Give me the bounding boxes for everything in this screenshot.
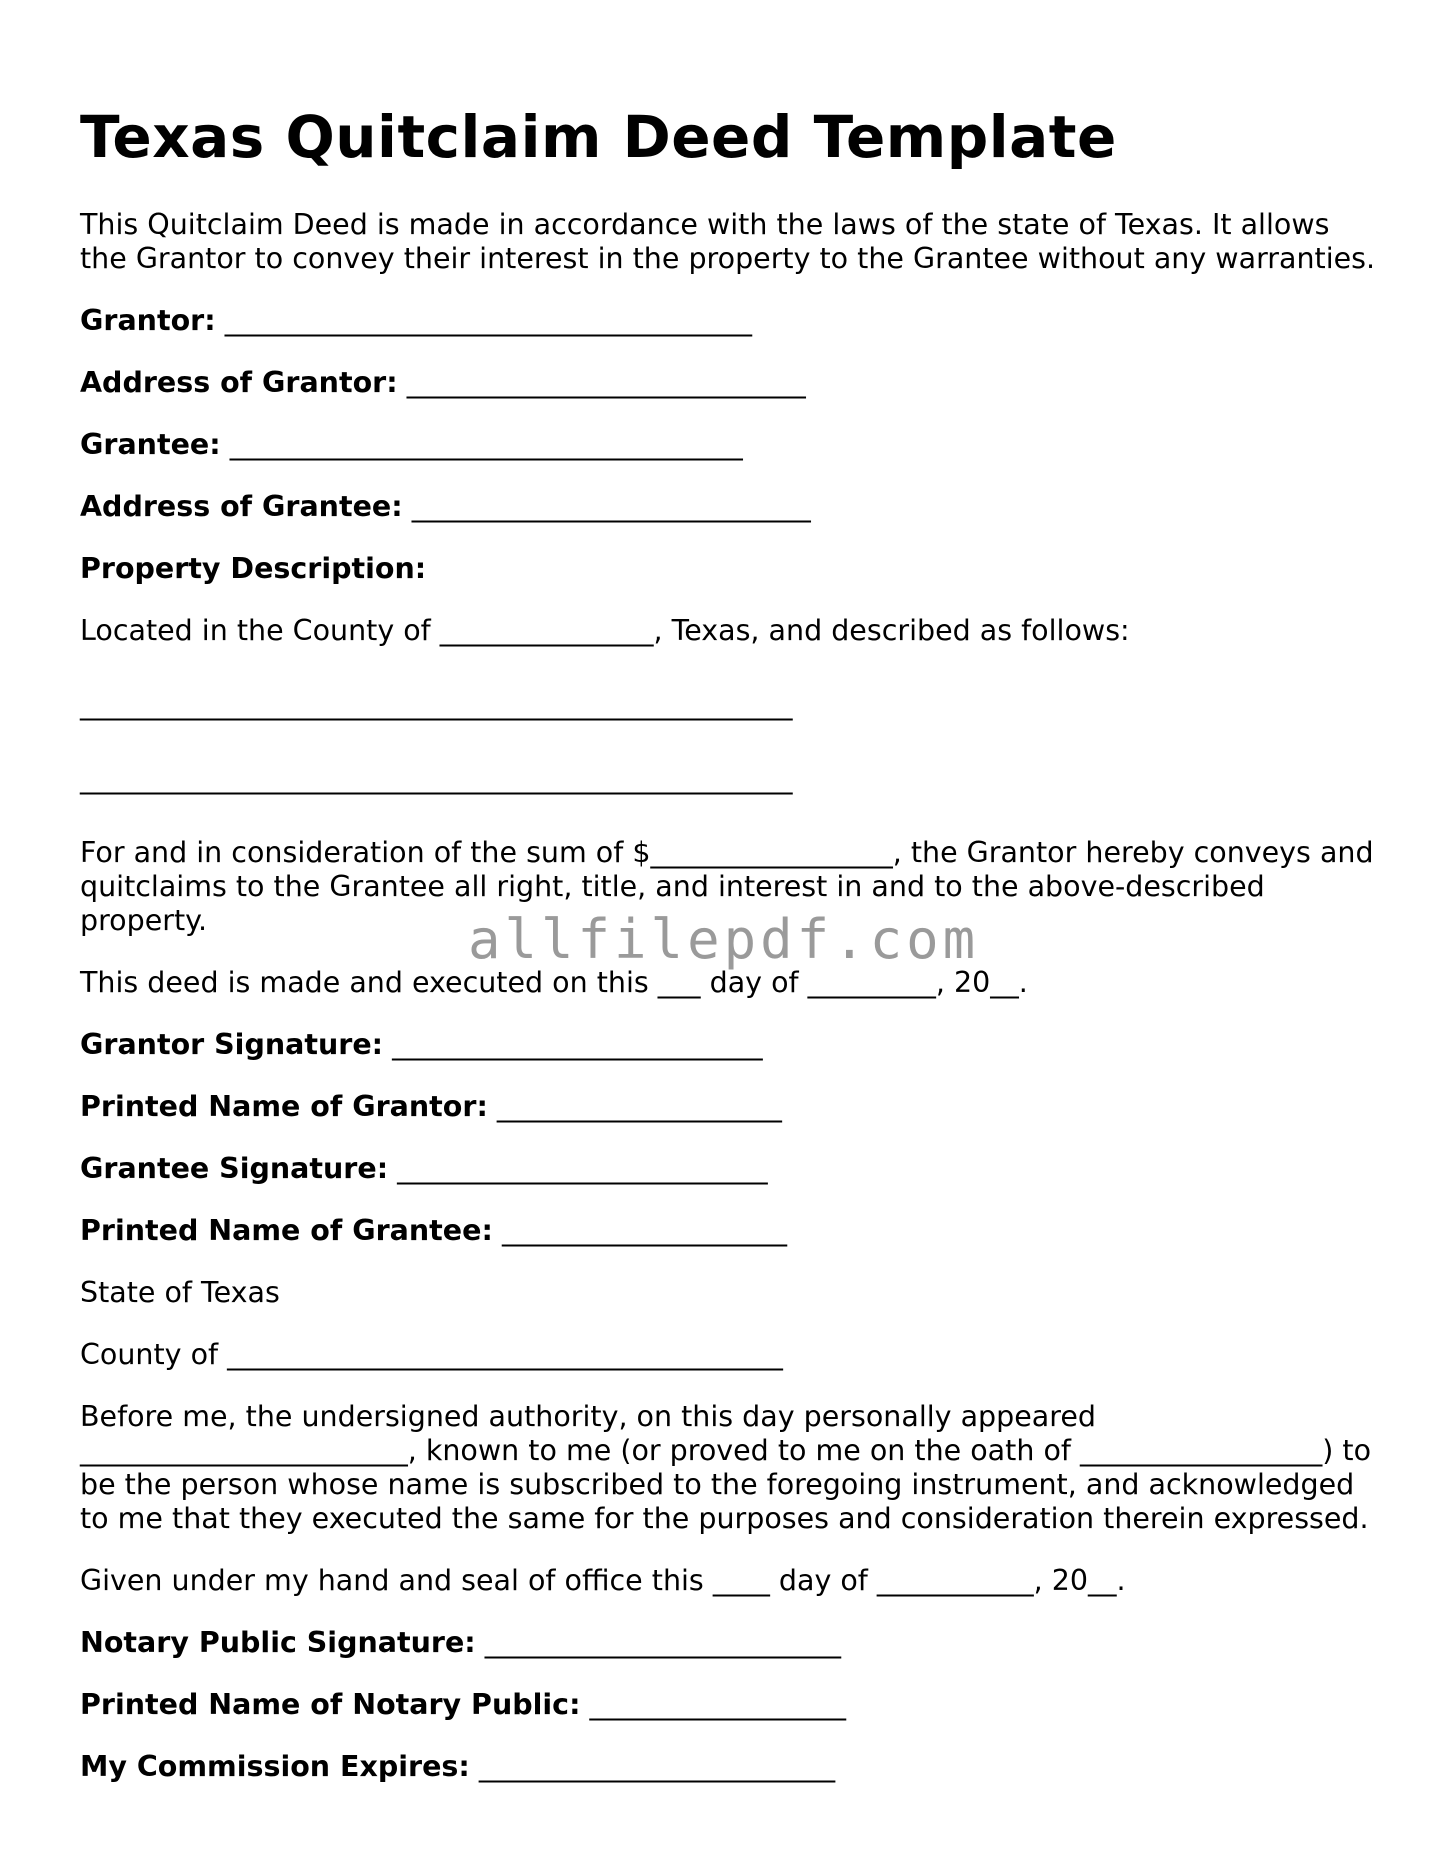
notary-printed-name-blank: __________________ bbox=[589, 1688, 847, 1721]
grantee-blank: ____________________________________ bbox=[229, 428, 743, 461]
commission-expires-field bbox=[80, 1750, 1380, 1784]
grantor-printed-name-field bbox=[80, 1090, 1380, 1124]
document-title: Texas Quitclaim Deed Template bbox=[80, 103, 1117, 171]
notary-signature-label: Notary Public Signature: bbox=[80, 1626, 476, 1659]
county-line: Located in the County of _______________, Texas, and described as follows: bbox=[80, 614, 1130, 647]
grantor-address-blank: ____________________________ bbox=[406, 366, 806, 399]
grantee-printed-name-label: Printed Name of Grantee: bbox=[80, 1214, 493, 1247]
commission-expires-label: My Commission Expires: bbox=[80, 1750, 470, 1783]
grantor-label: Grantor: bbox=[80, 304, 216, 337]
county-of-line: County of _______________________________________ bbox=[80, 1338, 783, 1371]
grantee-label: Grantee: bbox=[80, 428, 221, 461]
grantee-printed-name-blank: ____________________ bbox=[501, 1214, 787, 1247]
grantee-signature-label: Grantee Signature: bbox=[80, 1152, 389, 1185]
intro-paragraph: This Quitclaim Deed is made in accordance with the laws of the state of Texas. It allows the Grantor to convey their interest in the property to the Grantee without any warranties. bbox=[80, 208, 1376, 275]
executed-line: This deed is made and executed on this ___ day of _________, 20__. bbox=[80, 966, 1028, 999]
grantee-address-label: Address of Grantee: bbox=[80, 490, 403, 523]
notary-printed-name-label: Printed Name of Notary Public: bbox=[80, 1688, 581, 1721]
notary-acknowledgment: Before me, the undersigned authority, on this day personally appeared _______________________, known to me (or proved to me on the oath of _________________) to be the person whose name is subscribed to the foregoing instrument, and acknowledged to me that they executed the same for the purposes and consideration therein expressed. bbox=[80, 1400, 1381, 1535]
grantee-field bbox=[80, 428, 1380, 462]
grantee-signature-blank: __________________________ bbox=[397, 1152, 768, 1185]
grantor-address-field bbox=[80, 366, 1380, 400]
grantor-blank: _____________________________________ bbox=[224, 304, 752, 337]
given-line: Given under my hand and seal of office this ____ day of ___________, 20__. bbox=[80, 1564, 1126, 1597]
grantee-address-field bbox=[80, 490, 1380, 524]
grantee-signature-field bbox=[80, 1152, 1380, 1186]
grantor-signature-blank: __________________________ bbox=[392, 1028, 763, 1061]
description-line-2: __________________________________________________ bbox=[80, 762, 793, 795]
document-page bbox=[80, 102, 1383, 1784]
grantee-address-blank: ____________________________ bbox=[411, 490, 811, 523]
grantee-printed-name-field bbox=[80, 1214, 1380, 1248]
notary-printed-name-field bbox=[80, 1688, 1380, 1722]
description-line-1: __________________________________________________ bbox=[80, 688, 793, 721]
grantor-printed-name-blank: ____________________ bbox=[496, 1090, 782, 1123]
notary-signature-blank: _________________________ bbox=[484, 1626, 842, 1659]
property-heading: Property Description: bbox=[80, 552, 427, 585]
consideration-paragraph: For and in consideration of the sum of $_________________, the Grantor hereby conveys and quitclaims to the Grantee all right, title, and interest in and to the above-described property. bbox=[80, 836, 1383, 937]
grantor-field bbox=[80, 304, 1380, 338]
grantor-signature-label: Grantor Signature: bbox=[80, 1028, 384, 1061]
grantor-printed-name-label: Printed Name of Grantor: bbox=[80, 1090, 488, 1123]
grantor-address-label: Address of Grantor: bbox=[80, 366, 398, 399]
watermark: allfilepdf.com bbox=[468, 908, 980, 971]
commission-expires-blank: _________________________ bbox=[478, 1750, 836, 1783]
state-line: State of Texas bbox=[80, 1276, 280, 1309]
grantor-signature-field bbox=[80, 1028, 1380, 1062]
notary-signature-field bbox=[80, 1626, 1380, 1660]
